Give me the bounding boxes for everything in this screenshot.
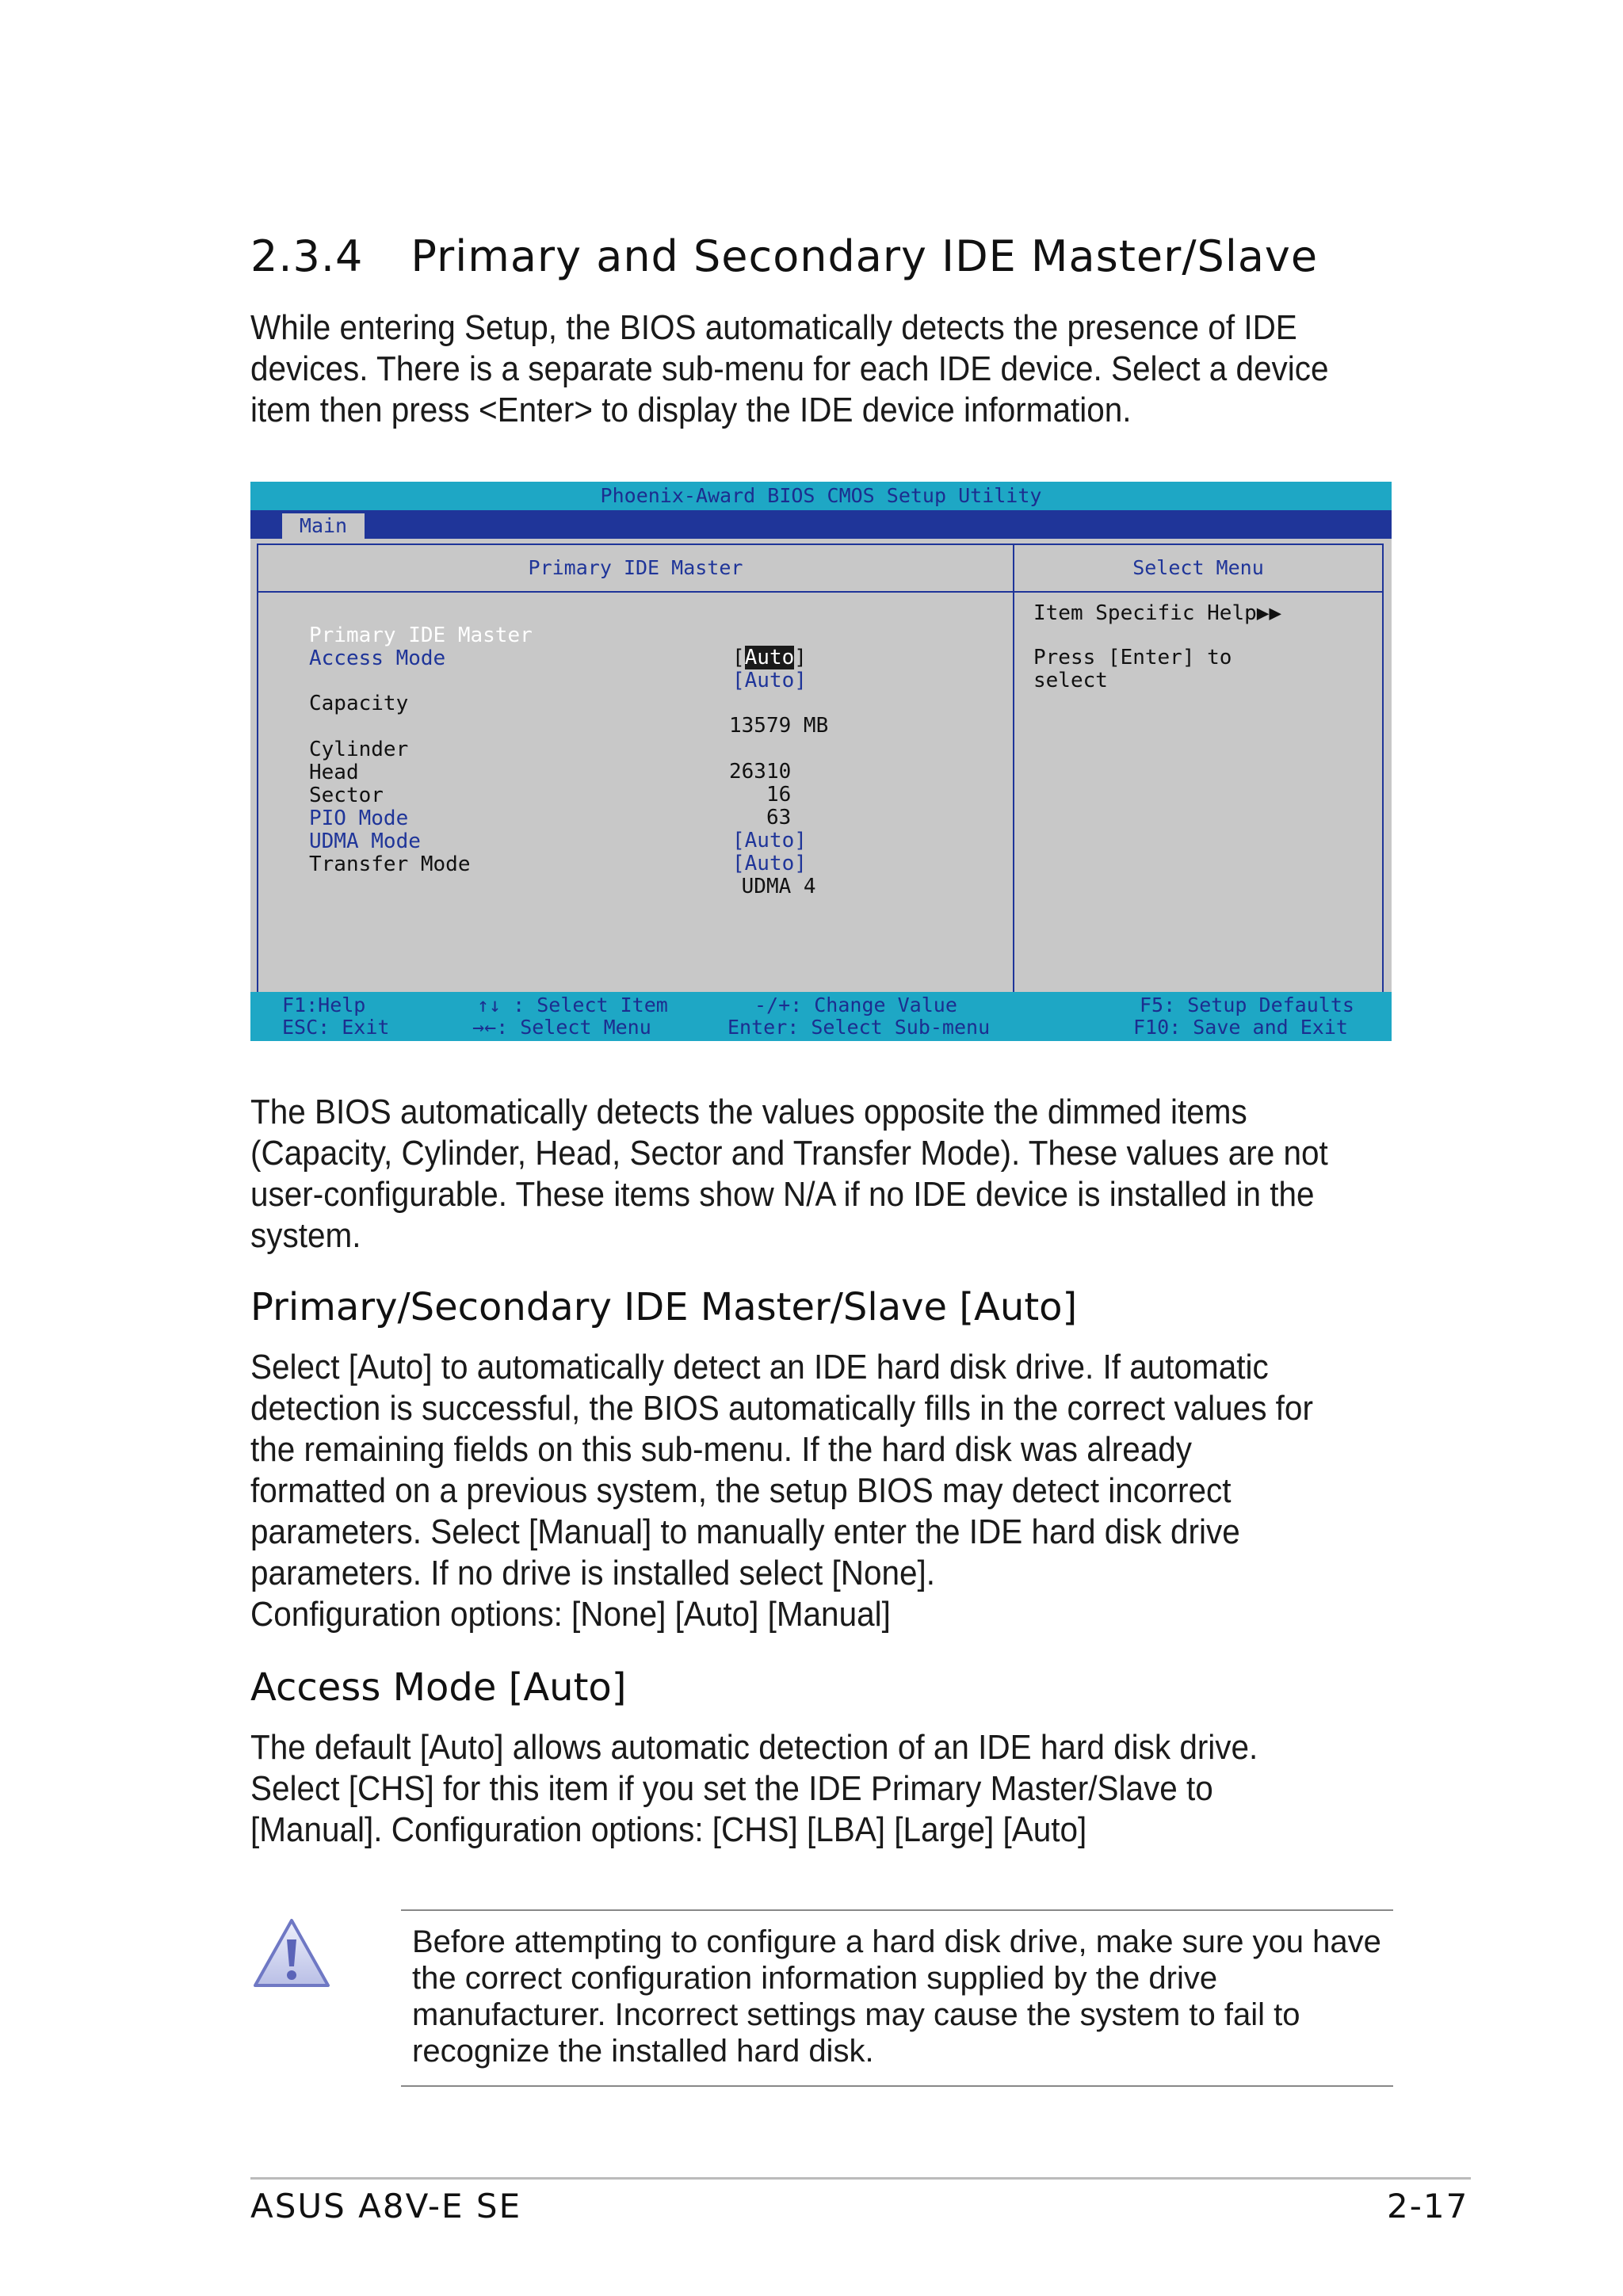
setting-value: [Auto] [732,669,807,692]
setting-label: UDMA Mode [309,830,421,853]
note-top-rule [401,1909,1393,1911]
info-capacity [258,670,1013,738]
access-line: [Manual]. Configuration options: [CHS] [LBA] [Large] [Auto] [250,1810,1087,1849]
primary-line: formatted on a previous system, the setup BIOS may detect incorrect [250,1471,1232,1510]
warning-icon [250,1916,333,1992]
key-change-value: -/+: Change Value [754,994,957,1016]
info-value: 16 [729,783,792,807]
note-line: manufacturer. Incorrect settings may cause the system to fail to [412,1997,1300,2032]
note-line: recognize the installed hard disk. [412,2034,874,2069]
bios-menu-bar [250,510,1392,539]
subheading-access-mode: Access Mode [Auto] [250,1665,627,1710]
detect-line: user-configurable. These items show N/A if no IDE device is installed in the [250,1175,1315,1214]
setting-value: [Auto] [732,829,807,852]
section-title-text: Primary and Secondary IDE Master/Slave [411,231,1319,281]
note-line: the correct configuration information supplied by the drive [412,1961,1218,1996]
section-number: 2.3.4 [250,231,364,281]
note-line: Before attempting to configure a hard disk drive, make sure you have [412,1924,1381,1959]
info-label: Transfer Mode [309,852,471,876]
bios-screen [250,482,1392,1041]
detect-line: (Capacity, Cylinder, Head, Sector and Transfer Mode). These values are not [250,1134,1328,1173]
primary-line: Select [Auto] to automatically detect an IDE hard disk drive. If automatic [250,1348,1269,1386]
intro-line: While entering Setup, the BIOS automatically detects the presence of IDE [250,308,1297,347]
detect-line: The BIOS automatically detects the values opposite the dimmed items [250,1093,1247,1131]
detect-line: system. [250,1216,361,1255]
help-panel-title: Select Menu [1014,545,1382,593]
primary-line: parameters. If no drive is installed select [None]. [250,1554,935,1592]
bios-settings-panel [257,543,1014,994]
footer-rule [250,2177,1471,2180]
key-select-item: ↑↓ : Select Item [477,994,668,1016]
access-line: Select [CHS] for this item if you set the IDE Primary Master/Slave to [250,1769,1213,1808]
section-title [250,231,1318,281]
info-value: UDMA 4 [729,875,816,898]
info-label: Cylinder [309,738,409,761]
primary-line: Configuration options: [None] [Auto] [Manual] [250,1595,891,1634]
detect-paragraph [250,1092,1417,1257]
primary-line: the remaining fields on this sub-menu. If the hard disk was already [250,1430,1193,1469]
intro-paragraph [250,307,1417,431]
key-f1-help: F1:Help [282,994,366,1016]
intro-line: devices. There is a separate sub-menu for each IDE device. Select a device [250,349,1329,388]
key-esc-exit: ESC: Exit [282,1016,390,1039]
bios-key-legend [250,992,1392,1041]
setting-value: [Auto] [732,646,807,669]
help-line: Item Specific Help▶▶ [1033,601,1282,625]
info-label: Head [309,761,359,784]
access-paragraph [250,1727,1417,1851]
highlighted-value: Auto [744,646,795,669]
key-select-submenu: Enter: Select Sub-menu [727,1016,991,1039]
caution-note [412,1924,1395,2069]
bios-title-bar: Phoenix-Award BIOS CMOS Setup Utility [250,482,1392,510]
bios-help-panel [1013,543,1384,994]
footer-product-name: ASUS A8V-E SE [250,2187,522,2225]
intro-line: item then press <Enter> to display the IDE device information. [250,391,1132,429]
info-value: 26310 [729,760,792,784]
info-label: Capacity [309,692,409,715]
primary-line: detection is successful, the BIOS automatically fills in the correct values for [250,1389,1313,1428]
note-bottom-rule [401,2085,1393,2087]
info-value: 63 [729,806,792,830]
access-line: The default [Auto] allows automatic detection of an IDE hard disk drive. [250,1728,1258,1767]
key-f5-defaults: F5: Setup Defaults [1140,994,1354,1016]
info-label: Sector [309,784,384,807]
setting-value: [Auto] [732,852,807,875]
setting-access-mode[interactable] [258,625,1013,692]
primary-line: parameters. Select [Manual] to manually enter the IDE hard disk drive [250,1512,1240,1551]
help-line: Press [Enter] to [1033,646,1232,669]
key-f10-save-exit: F10: Save and Exit [1133,1016,1348,1039]
subheading-primary-secondary: Primary/Secondary IDE Master/Slave [Auto] [250,1285,1078,1329]
panel-title: Primary IDE Master [258,545,1013,593]
help-line: select [1033,669,1108,692]
key-select-menu: →←: Select Menu [472,1016,651,1039]
setting-label: Access Mode [309,646,446,670]
bios-tab-main[interactable]: Main [282,513,365,539]
setting-label: PIO Mode [309,807,409,830]
info-value: 13579 MB [729,714,829,738]
footer-page-number: 2-17 [1387,2187,1469,2225]
setting-label: Primary IDE Master [309,624,533,647]
primary-paragraph [250,1347,1417,1635]
bios-body [250,539,1392,1041]
